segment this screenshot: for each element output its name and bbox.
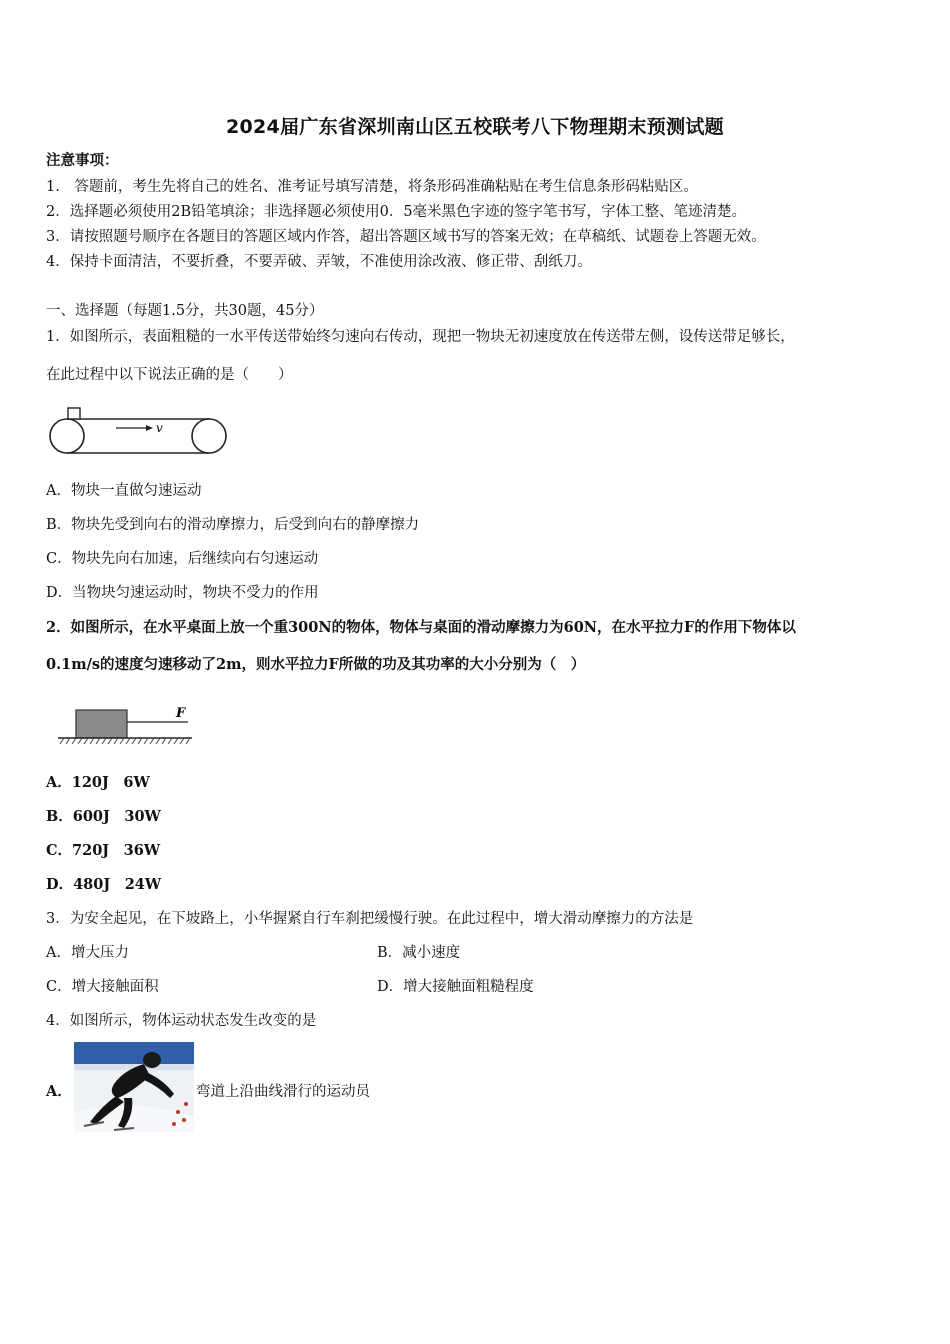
q1-option-a: A．物块一直做匀速运动 — [46, 483, 202, 499]
velocity-label: v — [156, 421, 163, 435]
notice-item-2: 2．选择题必须使用2B铅笔填涂；非选择题必须使用0．5毫米黑色字迹的签字笔书写，字体工整、笔迹清楚。 — [46, 204, 747, 220]
notice-item-4: 4．保持卡面清洁，不要折叠，不要弄破、弄皱，不准使用涂改液、修正带、刮纸刀。 — [46, 254, 592, 270]
q1-stem-line1: 1．如图所示，表面粗糙的一水平传送带始终匀速向右传动，现把一物块无初速度放在传送带左侧，设传送带足够长， — [46, 329, 795, 345]
q2-stem-line1: 2．如图所示，在水平桌面上放一个重300N的物体，物体与桌面的滑动摩擦力为60N，在水平拉力F的作用下物体以 — [46, 619, 796, 636]
q3-option-d: D．增大接触面粗糙程度 — [377, 979, 534, 995]
q2-stem-line2: 0.1m/s的速度匀速移动了2m，则水平拉力F所做的功及其功率的大小分别为（ ） — [46, 656, 586, 673]
q4-option-a-letter: A． — [46, 1083, 72, 1100]
q3-stem: 3．为安全起见，在下坡路上，小华握紧自行车刹把缓慢行驶。在此过程中，增大滑动摩擦力的方法是 — [46, 911, 694, 927]
q3-option-a: A．增大压力 — [46, 945, 129, 961]
q2-option-a: A．120J 6W — [46, 774, 150, 791]
q3-option-b: B．减小速度 — [377, 945, 461, 961]
q1-stem-line2: 在此过程中以下说法正确的是（ ） — [46, 367, 293, 383]
q2-option-c: C．720J 36W — [46, 842, 161, 859]
conveyor-belt-figure — [46, 404, 232, 460]
q4-option-a-text: 弯道上沿曲线滑行的运动员 — [196, 1084, 370, 1100]
q1-option-c: C．物块先向右加速，后继续向右匀速运动 — [46, 551, 319, 567]
q2-option-b: B．600J 30W — [46, 808, 161, 825]
section-heading: 一、选择题（每题1.5分，共30题，45分） — [46, 303, 324, 319]
notice-item-1: 1. 答题前，考生先将自己的姓名、准考证号填写清楚，将条形码准确粘贴在考生信息条形码粘贴区。 — [46, 179, 698, 195]
speed-skater-image — [74, 1042, 194, 1132]
q4-stem: 4．如图所示，物体运动状态发生改变的是 — [46, 1013, 317, 1029]
q1-option-b: B．物块先受到向右的滑动摩擦力，后受到向右的静摩擦力 — [46, 517, 420, 533]
notice-item-3: 3．请按照题号顺序在各题目的答题区域内作答，超出答题区域书写的答案无效；在草稿纸、试题卷上答题无效。 — [46, 229, 766, 245]
notice-heading: 注意事项： — [46, 152, 119, 169]
q3-option-c: C．增大接触面积 — [46, 979, 159, 995]
force-label: F — [176, 706, 186, 721]
page-title: 2024届广东省深圳南山区五校联考八下物理期末预测试题 — [226, 116, 724, 138]
q1-option-d: D．当物块匀速运动时，物块不受力的作用 — [46, 585, 319, 601]
q2-option-d: D．480J 24W — [46, 876, 162, 893]
block-pull-figure — [58, 702, 198, 748]
